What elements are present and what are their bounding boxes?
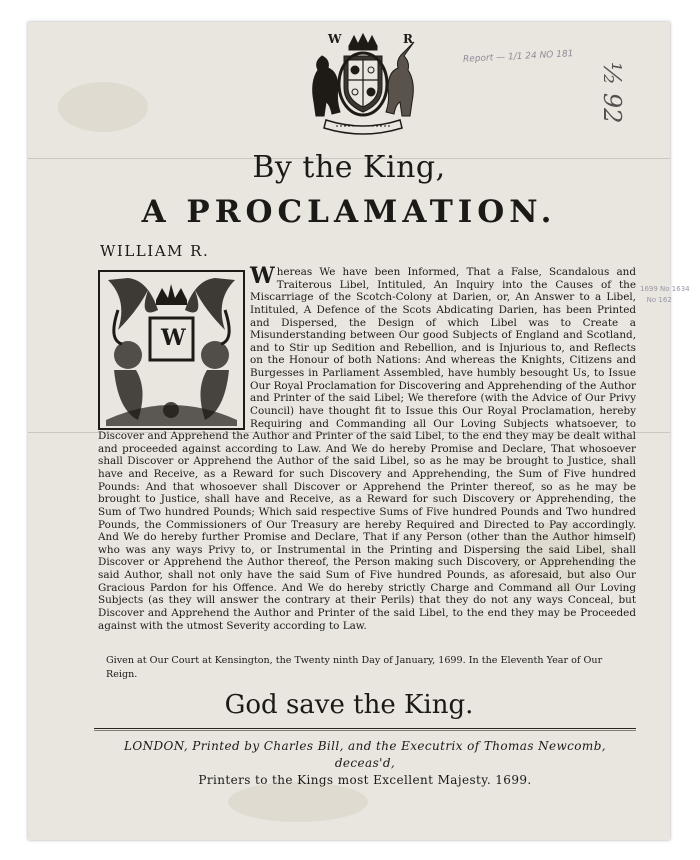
- royal-signature: WILLIAM R.: [100, 242, 210, 260]
- divider-rule: [94, 730, 636, 731]
- body-text: hereas We have been Informed, That a False, Scandalous and Traiterous Libel, Intituled, An Inquiry into the Causes of the Miscarriage of the Scotch-Colony at Darien, or, An Answer to a Libel, Intituled, A Defence of the Scots Abdicating Darien, has been Printed and Dispersed, the Design of which Libel was to Create a Misunderstanding between Our good Subjects of England and Scotland, and to Stir up Sedition and Rebellion, and is Injurious to, and Reflects on the Honour of both Nations: And whereas the Knights, Citizens and Burgesses in Parliament Assembled, have humbly besought Us, to Issue Our Royal Proclamation for Discovering and Apprehending of the Author and Printer of the said Libel; We therefore (with the Advice of Our Privy Council) have thought fit to Issue this Our Royal Proclamation, hereby Requiring and Commanding all Our Loving Subjects whatsoever, to Discover and Apprehend the Author and Printer of the said Libel, to the end they may be dealt withal and proceeded against according to Law. And We do hereby Promise and Declare, That whosoever shall Discover or Apprehend the Author of the said Libel, so as he may be brought to Justice, shall have and Receive, as a Reward for such Discovery and Apprehending, the Sum of Five hundred Pounds: And that whosoever shall Discover or Apprehend the Printer thereof, so as he may be brought to Justice, shall have and Receive, as a Reward for such Discovery or Apprehending, the Sum of Two hundred Pounds; Which said respective Sums of Five hundred Pounds and Two hundred Pounds, the Commissioners of Our Treasury are hereby Required and Directed to Pay accordingly. And We do hereby further Promise and Declare, That if any Person (other than the Author himself) who was any ways Privy to, or Instrumental in the Printing and Dispersing the said Libel, shall Discover or Apprehend the Author thereof, the Person making such Discovery, or Apprehending the said Author, shall not only have the said Sum of Five hundred Pounds, as aforesaid, but also Our Gracious Pardon for his Offence. And We do hereby strictly Charge and Command all Our Loving Subjects (as they will answer the contrary at their Perils) that they do not any ways Conceal, but Discover and Apprehend the Author and Printer of the said Libel, to the end they may be Proceeded against with the utmost Severity according to Law.: [98, 266, 636, 632]
- imprint-line: Printers to the Kings most Excellent Majesty. 1699.: [198, 773, 532, 787]
- pencil-side-note: 1699 No 1634 No 162: [640, 285, 690, 304]
- proclamation-body: [98, 266, 636, 644]
- arms-letter-right: R: [403, 32, 413, 46]
- imprint-line: LONDON, Printed by Charles Bill, and the Executrix of Thomas Newcomb, deceas'd,: [123, 739, 606, 770]
- proclamation-heading: By the King,: [252, 150, 446, 185]
- drop-initial: W: [250, 266, 275, 289]
- paper-stain: [58, 82, 148, 132]
- printer-imprint: [94, 738, 636, 789]
- proclamation-sheet: [28, 22, 690, 840]
- pencil-note: Report — 1/1 24 NO 181: [462, 49, 574, 65]
- god-save-the-king: God save the King.: [224, 690, 474, 720]
- arms-letter-left: W: [328, 32, 342, 46]
- ink-margin-number: ½ 92: [598, 62, 626, 124]
- woodcut-letter: W: [161, 325, 186, 351]
- given-at-court: Given at Our Court at Kensington, the Twenty ninth Day of January, 1699. In the Eleventh Year of Our Reign.: [106, 655, 603, 680]
- proclamation-title: A PROCLAMATION.: [141, 194, 557, 230]
- royal-coat-of-arms-icon: [304, 32, 422, 136]
- divider-rule: [94, 728, 636, 729]
